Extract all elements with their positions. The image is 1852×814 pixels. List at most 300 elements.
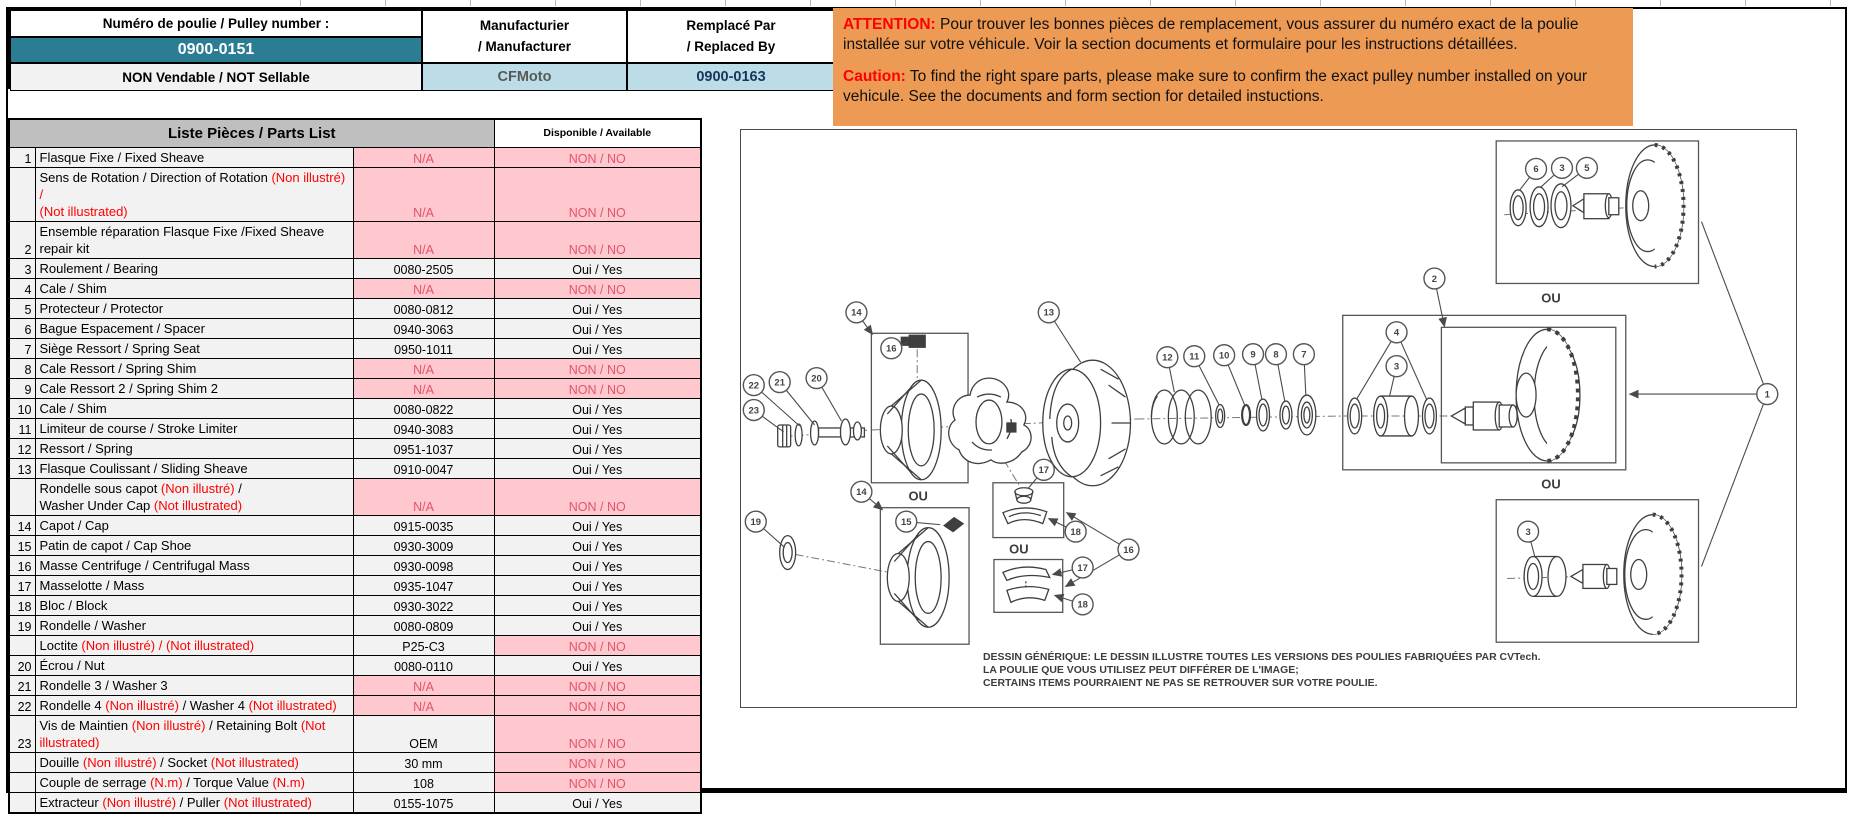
gridline-tick	[1150, 0, 1151, 6]
description-segment: Cale / Shim	[39, 400, 107, 416]
description-segment: Bloc / Block	[39, 597, 108, 613]
diagram-parts	[778, 141, 1699, 644]
table-row	[9, 792, 701, 813]
table-row	[9, 635, 701, 655]
availability-cell: NON / NO	[494, 772, 701, 792]
description-segment: Ensemble réparation Flasque Fixe /Fixed Sheave repair kit	[39, 223, 325, 256]
manufacturer-label	[422, 10, 627, 63]
replaced-by-label	[627, 10, 835, 63]
callout	[1184, 346, 1205, 367]
item-number-cell	[9, 772, 35, 792]
description-cell	[35, 575, 353, 595]
callout	[1576, 157, 1597, 178]
gridline-tick	[300, 0, 301, 6]
gridline-tick	[555, 0, 556, 6]
part-number-cell: 0080-0812	[353, 298, 494, 318]
part-number-cell: 0930-3009	[353, 535, 494, 555]
attention-paragraph-fr	[843, 15, 1621, 56]
description-segment: Patin de capot / Cap Shoe	[39, 537, 192, 553]
description-cell	[35, 772, 353, 792]
description-cell	[35, 715, 353, 752]
description-segment: Capot / Cap	[39, 517, 109, 533]
gridline-tick	[1235, 0, 1236, 6]
gridline-tick	[1490, 0, 1491, 6]
gridline-tick	[725, 0, 726, 6]
description-segment: Sens de Rotation / Direction of Rotation	[39, 169, 272, 185]
manufacturer-value: CFMoto	[422, 63, 627, 91]
table-row	[9, 478, 701, 515]
or-label: OU	[908, 488, 928, 504]
description-segment: (Non illustré)	[160, 480, 235, 496]
parts-table	[8, 118, 702, 814]
item-number-cell: 14	[9, 515, 35, 535]
item-number-cell: 15	[9, 535, 35, 555]
sellable-status: NON Vendable / NOT Sellable	[10, 63, 422, 91]
exploded-diagram-panel	[740, 129, 1797, 708]
diagram-note-line: LA POULIE QUE VOUS UTILISEZ PEUT DIFFÉRER DE L'IMAGE;	[982, 665, 1299, 677]
item-number-cell: 13	[9, 458, 35, 478]
svg-text:18: 18	[1070, 526, 1081, 538]
part-number-cell: N/A	[353, 358, 494, 378]
callout	[1065, 521, 1086, 542]
callout	[1386, 356, 1407, 377]
description-segment: (Not illustrated)	[210, 754, 299, 770]
description-cell	[35, 535, 353, 555]
part-number-cell: 0080-0110	[353, 655, 494, 675]
table-row	[9, 675, 701, 695]
part-number-cell: 0930-3022	[353, 595, 494, 615]
table-row	[9, 147, 701, 167]
callout-circles	[743, 157, 1777, 614]
table-row	[9, 278, 701, 298]
description-cell	[35, 478, 353, 515]
svg-text:9: 9	[1250, 349, 1256, 361]
item-number-cell: 3	[9, 258, 35, 278]
description-segment: Couple de serrage	[39, 774, 151, 790]
callout	[1072, 594, 1093, 615]
gridline-tick	[385, 0, 386, 6]
or-label: OU	[1009, 541, 1029, 557]
item-number-cell: 6	[9, 318, 35, 338]
part-number-cell: N/A	[353, 675, 494, 695]
svg-text:2: 2	[1431, 273, 1438, 285]
item-number-cell: 5	[9, 298, 35, 318]
callout	[1033, 459, 1054, 480]
description-segment: Cale Ressort / Spring Shim	[39, 360, 197, 376]
gridline-tick	[1320, 0, 1321, 6]
table-row	[9, 167, 701, 221]
part-number-cell: 0080-0809	[353, 615, 494, 635]
diagram-note-line: DESSIN GÉNÉRIQUE: LE DESSIN ILLUSTRE TOUTES LES VERSIONS DES POULIES FABRIQUÉES PAR CVTech.	[982, 652, 1541, 664]
svg-text:11: 11	[1189, 351, 1200, 363]
description-segment: Rondelle 4	[39, 697, 106, 713]
part-number-cell: N/A	[353, 478, 494, 515]
description-cell	[35, 318, 353, 338]
table-row	[9, 398, 701, 418]
item-number-cell: 18	[9, 595, 35, 615]
item-number-cell: 19	[9, 615, 35, 635]
callout	[1266, 344, 1287, 365]
availability-cell: Oui / Yes	[494, 535, 701, 555]
item-number-cell	[9, 635, 35, 655]
description-segment: Flasque Coulissant / Sliding Sheave	[39, 460, 248, 476]
item-number-cell: 11	[9, 418, 35, 438]
part-number-cell: N/A	[353, 221, 494, 258]
callout	[1072, 557, 1093, 578]
availability-cell: Oui / Yes	[494, 338, 701, 358]
callout	[1526, 158, 1547, 179]
gridline-tick	[1745, 0, 1746, 6]
table-row	[9, 298, 701, 318]
attention-label-fr: ATTENTION:	[843, 16, 936, 33]
table-row	[9, 515, 701, 535]
callout	[1293, 344, 1314, 365]
part-number-cell: 0155-1075	[353, 792, 494, 813]
description-segment: / Retaining Bolt	[205, 717, 301, 733]
svg-text:12: 12	[1162, 352, 1173, 364]
description-cell	[35, 221, 353, 258]
svg-text:10: 10	[1218, 350, 1230, 362]
table-row	[9, 458, 701, 478]
part-number-cell: 0950-1011	[353, 338, 494, 358]
attention-paragraph-en	[843, 67, 1621, 108]
description-segment: / Torque Value	[182, 774, 273, 790]
description-segment: / Socket	[156, 754, 211, 770]
svg-text:16: 16	[886, 343, 897, 355]
description-cell	[35, 752, 353, 772]
description-cell	[35, 792, 353, 813]
table-row	[9, 221, 701, 258]
description-segment: Cale Ressort 2 / Spring Shim 2	[39, 380, 218, 396]
diagram-note-line: CERTAINS ITEMS POURRAIENT NE PAS SE RETROUVER SUR VOTRE POULIE.	[982, 678, 1378, 690]
description-segment: Masselotte / Mass	[39, 577, 145, 593]
manufacturer-label-fr: Manufacturier	[479, 18, 570, 34]
or-label: OU	[1541, 290, 1561, 306]
availability-cell: NON / NO	[494, 752, 701, 772]
gridline-tick	[1065, 0, 1066, 6]
item-number-cell	[9, 478, 35, 515]
availability-cell: NON / NO	[494, 278, 701, 298]
description-cell	[35, 278, 353, 298]
part-number-cell: 0935-1047	[353, 575, 494, 595]
table-row	[9, 595, 701, 615]
description-segment: Limiteur de course / Stroke Limiter	[39, 420, 238, 436]
item-number-cell: 9	[9, 378, 35, 398]
availability-cell: NON / NO	[494, 695, 701, 715]
description-segment: Douille	[39, 754, 83, 770]
availability-cell: Oui / Yes	[494, 458, 701, 478]
description-cell	[35, 675, 353, 695]
svg-text:20: 20	[811, 373, 822, 385]
table-row	[9, 318, 701, 338]
item-number-cell: 16	[9, 555, 35, 575]
availability-cell: Oui / Yes	[494, 258, 701, 278]
part-number-cell: 0910-0047	[353, 458, 494, 478]
pulley-number-label: Numéro de poulie / Pulley number :	[10, 10, 422, 37]
part-number-cell: 0951-1037	[353, 438, 494, 458]
pulley-number-value: 0900-0151	[10, 37, 422, 63]
callout	[1424, 268, 1445, 289]
callout	[743, 400, 764, 421]
table-row	[9, 715, 701, 752]
item-number-cell: 10	[9, 398, 35, 418]
svg-text:7: 7	[1301, 349, 1307, 361]
description-segment: Masse Centrifuge / Centrifugal Mass	[39, 557, 250, 573]
description-segment: (N.m)	[150, 774, 183, 790]
svg-text:16: 16	[1123, 544, 1134, 556]
callout	[851, 481, 872, 502]
description-segment: Flasque Fixe / Fixed Sheave	[39, 149, 205, 165]
description-cell	[35, 555, 353, 575]
description-cell	[35, 258, 353, 278]
item-number-cell: 8	[9, 358, 35, 378]
table-row	[9, 338, 701, 358]
description-segment: (Not illustrated)	[223, 794, 312, 810]
svg-text:17: 17	[1077, 562, 1088, 574]
callout	[769, 372, 790, 393]
part-number-cell: 0940-3063	[353, 318, 494, 338]
part-number-cell: OEM	[353, 715, 494, 752]
availability-cell: Oui / Yes	[494, 398, 701, 418]
description-segment: (Not illustrated)	[248, 697, 337, 713]
description-segment: Rondelle 3 / Washer 3	[39, 677, 168, 693]
item-number-cell: 4	[9, 278, 35, 298]
svg-text:4: 4	[1393, 327, 1400, 339]
svg-text:21: 21	[774, 377, 785, 389]
callout	[806, 368, 827, 389]
availability-cell: NON / NO	[494, 358, 701, 378]
description-segment: (Non illustré)	[105, 697, 179, 713]
callout-leader	[1701, 394, 1767, 566]
callout	[1386, 322, 1407, 343]
table-row	[9, 258, 701, 278]
gridline-tick	[1575, 0, 1576, 6]
replaced-by-label-fr: Remplacé Par	[686, 18, 776, 34]
svg-text:13: 13	[1043, 307, 1055, 319]
availability-cell: Oui / Yes	[494, 418, 701, 438]
availability-cell: Oui / Yes	[494, 515, 701, 535]
svg-text:3: 3	[1559, 163, 1565, 175]
description-segment: illustrated)	[39, 734, 100, 750]
svg-text:14: 14	[851, 307, 862, 319]
callout	[1214, 345, 1235, 366]
gridline-tick	[895, 0, 896, 6]
callout	[881, 338, 902, 359]
availability-cell: Oui / Yes	[494, 555, 701, 575]
description-segment: Ressort / Spring	[39, 440, 133, 456]
gridline-tick	[1660, 0, 1661, 6]
gridline-tick	[810, 0, 811, 6]
part-number-cell: N/A	[353, 147, 494, 167]
availability-cell: Oui / Yes	[494, 615, 701, 635]
availability-cell: Oui / Yes	[494, 298, 701, 318]
availability-cell: Oui / Yes	[494, 438, 701, 458]
part-number-cell: N/A	[353, 695, 494, 715]
description-segment: (Non illustré)	[102, 794, 177, 810]
item-number-cell: 23	[9, 715, 35, 752]
replaced-by-label-en: / Replaced By	[686, 38, 776, 54]
table-row	[9, 418, 701, 438]
table-row	[9, 655, 701, 675]
part-number-cell: 108	[353, 772, 494, 792]
table-row	[9, 575, 701, 595]
description-segment: (Not illustrated)	[153, 497, 243, 513]
part-number-cell: 30 mm	[353, 752, 494, 772]
gridline-tick	[640, 0, 641, 6]
part-number-cell: 0940-3083	[353, 418, 494, 438]
parts-table-body	[9, 147, 701, 813]
gridline-tick	[1830, 0, 1831, 6]
diagram-note	[983, 650, 1541, 689]
part-number-cell: 0915-0035	[353, 515, 494, 535]
description-segment: Siège Ressort / Spring Seat	[39, 340, 200, 356]
table-row	[9, 615, 701, 635]
item-number-cell	[9, 792, 35, 813]
description-segment: Rondelle sous capot	[39, 480, 161, 496]
attention-box	[833, 8, 1633, 126]
item-number-cell: 21	[9, 675, 35, 695]
exploded-diagram	[741, 130, 1796, 707]
item-number-cell	[9, 167, 35, 221]
callout	[1157, 347, 1178, 368]
availability-cell: NON / NO	[494, 715, 701, 752]
item-number-cell: 7	[9, 338, 35, 358]
replaced-by-value: 0900-0163	[627, 63, 835, 91]
item-number-cell	[9, 752, 35, 772]
description-cell	[35, 595, 353, 615]
description-segment: Washer Under Cap	[39, 497, 154, 513]
availability-cell: Oui / Yes	[494, 655, 701, 675]
callout	[1118, 539, 1139, 560]
availability-cell: NON / NO	[494, 675, 701, 695]
description-segment: / Washer 4	[178, 697, 249, 713]
callout	[1552, 157, 1573, 178]
description-segment: Vis de Maintien	[39, 717, 132, 733]
availability-cell: NON / NO	[494, 478, 701, 515]
item-number-cell: 17	[9, 575, 35, 595]
svg-text:8: 8	[1273, 349, 1279, 361]
part-number-cell: N/A	[353, 278, 494, 298]
availability-cell: NON / NO	[494, 378, 701, 398]
table-row	[9, 555, 701, 575]
availability-cell: Oui / Yes	[494, 792, 701, 813]
table-row	[9, 695, 701, 715]
part-number-cell: 0930-0098	[353, 555, 494, 575]
svg-text:5: 5	[1584, 163, 1590, 175]
availability-cell: Oui / Yes	[494, 318, 701, 338]
svg-text:6: 6	[1533, 164, 1539, 176]
part-number-cell: 0080-2505	[353, 258, 494, 278]
description-segment: /	[234, 480, 242, 496]
description-segment: (Not illustrated)	[39, 203, 128, 219]
availability-cell: NON / NO	[494, 221, 701, 258]
item-number-cell: 20	[9, 655, 35, 675]
or-label: OU	[1541, 476, 1561, 492]
attention-text-fr: Pour trouver les bonnes pièces de remplacement, vous assurer du numéro exact de la poulie installée sur votre véhicule. Voir la section documents et formulaire pour les instructions détaillées.	[843, 16, 1579, 54]
attention-label-en: Caution:	[843, 67, 906, 85]
manufacturer-label-en: / Manufacturer	[477, 38, 572, 54]
callout	[1038, 302, 1059, 323]
callout	[745, 511, 766, 532]
part-number-cell: N/A	[353, 378, 494, 398]
description-segment: Rondelle / Washer	[39, 617, 146, 633]
availability-cell: NON / NO	[494, 147, 701, 167]
description-segment: Roulement / Bearing	[39, 260, 159, 276]
description-segment: Extracteur	[39, 794, 103, 810]
description-segment: (Non illustré) /	[39, 169, 346, 202]
availability-cell: NON / NO	[494, 635, 701, 655]
description-cell	[35, 378, 353, 398]
description-segment: Cale / Shim	[39, 280, 107, 296]
callout-leader	[1701, 222, 1767, 394]
description-cell	[35, 358, 353, 378]
svg-text:23: 23	[748, 405, 760, 417]
callout	[896, 511, 917, 532]
description-cell	[35, 167, 353, 221]
svg-text:19: 19	[750, 516, 762, 528]
svg-text:3: 3	[1525, 526, 1531, 538]
description-segment: Loctite	[39, 637, 82, 653]
description-cell	[35, 298, 353, 318]
callout	[1243, 344, 1264, 365]
table-row	[9, 438, 701, 458]
availability-cell: Oui / Yes	[494, 575, 701, 595]
gridline-tick	[980, 0, 981, 6]
svg-text:15: 15	[900, 516, 912, 528]
callout	[1757, 384, 1778, 405]
description-segment: Bague Espacement / Spacer	[39, 320, 205, 336]
description-cell	[35, 438, 353, 458]
description-segment: (Non illustré)	[131, 717, 206, 733]
description-segment: (Non illustré)	[82, 754, 157, 770]
table-row	[9, 752, 701, 772]
description-cell	[35, 147, 353, 167]
available-column-header: Disponible / Available	[494, 119, 701, 147]
parts-table-header-row	[9, 119, 701, 147]
svg-text:18: 18	[1077, 599, 1088, 611]
description-segment: / Puller	[176, 794, 224, 810]
gridline-tick	[470, 0, 471, 6]
attention-text-en: To find the right spare parts, please make sure to confirm the exact pulley number installed on your vehicule. See the documents and form section for detailed instuctions.	[843, 67, 1588, 106]
availability-cell: NON / NO	[494, 167, 701, 221]
item-number-cell: 22	[9, 695, 35, 715]
description-cell	[35, 635, 353, 655]
svg-text:1: 1	[1764, 389, 1770, 401]
description-cell	[35, 418, 353, 438]
table-row	[9, 535, 701, 555]
gridline-tick	[1405, 0, 1406, 6]
svg-text:22: 22	[748, 380, 760, 392]
item-number-cell: 1	[9, 147, 35, 167]
part-number-cell: 0080-0822	[353, 398, 494, 418]
callout	[743, 375, 764, 396]
description-segment: Protecteur / Protector	[39, 300, 164, 316]
part-number-cell: N/A	[353, 167, 494, 221]
svg-text:3: 3	[1393, 361, 1400, 373]
description-cell	[35, 615, 353, 635]
description-cell	[35, 695, 353, 715]
description-cell	[35, 398, 353, 418]
table-row	[9, 772, 701, 792]
svg-text:14: 14	[856, 487, 867, 499]
description-segment: (Not	[300, 717, 326, 733]
description-segment: Écrou / Nut	[39, 657, 105, 673]
parts-list-title: Liste Pièces / Parts List	[9, 119, 494, 147]
callout	[1518, 521, 1539, 542]
description-segment: (Non illustré) / (Not illustrated)	[81, 637, 255, 653]
item-number-cell: 2	[9, 221, 35, 258]
svg-text:17: 17	[1038, 465, 1050, 477]
